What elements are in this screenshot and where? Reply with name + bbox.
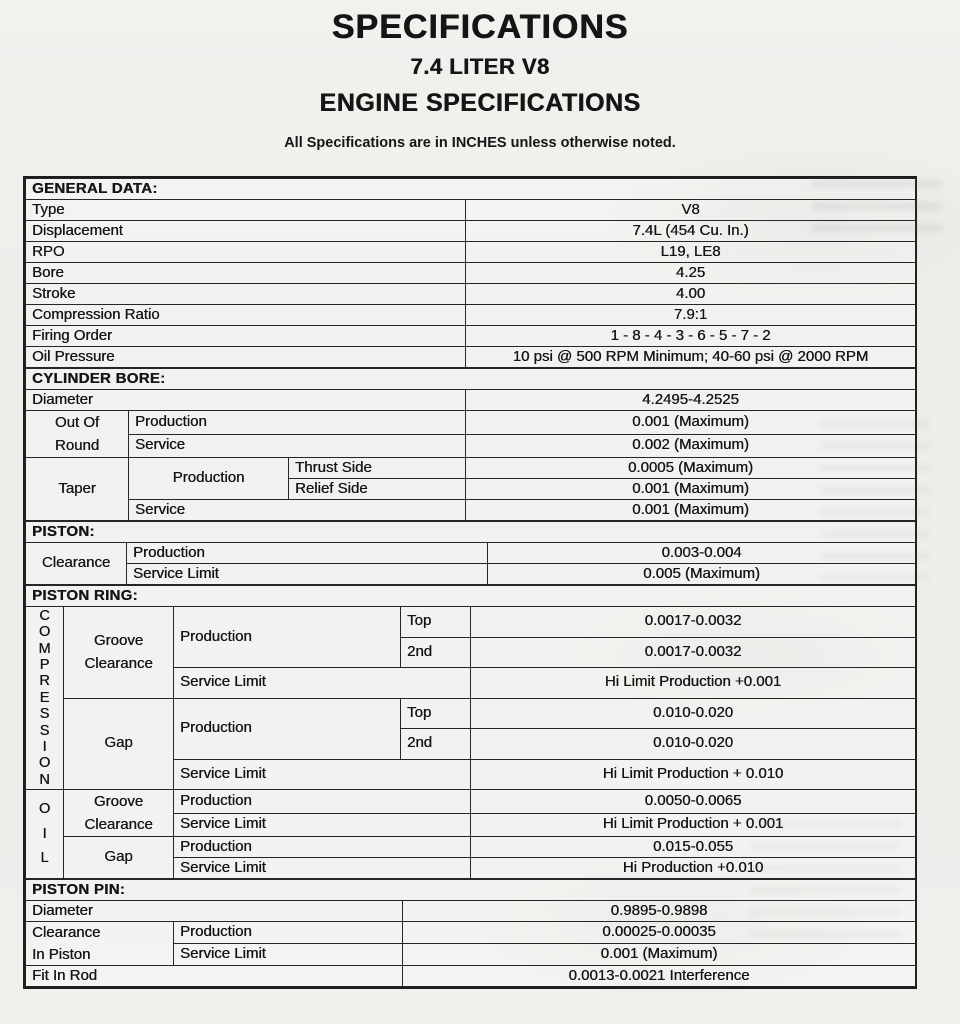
piston-pin-section	[25, 879, 916, 987]
table-row	[26, 837, 916, 858]
oor-production-value: 0.001 (Maximum)	[466, 411, 916, 435]
oil-gap-service-value: Hi Production +0.010	[471, 858, 916, 879]
section-subtitle: ENGINE SPECIFICATIONS	[319, 89, 641, 117]
comp-gap-production-label: Production	[174, 698, 401, 759]
pin-production-value: 0.00025-0.00035	[403, 922, 916, 944]
comp-gap-top-label: Top	[401, 698, 471, 729]
table-row	[26, 221, 916, 242]
table-row	[26, 922, 916, 944]
oil-pressure-label: Oil Pressure	[26, 347, 466, 368]
table-row	[26, 284, 916, 305]
bore-label: Bore	[26, 263, 466, 284]
table-row	[26, 458, 916, 479]
displacement-label: Displacement	[26, 221, 466, 242]
comp-groove-clearance-label: Groove Clearance	[64, 607, 174, 699]
type-label: Type	[26, 200, 466, 221]
comp-gap-service-value: Hi Limit Production + 0.010	[471, 759, 916, 790]
oil-pressure-value: 10 psi @ 500 RPM Minimum; 40-60 psi @ 2000 RPM	[466, 347, 916, 368]
table-row	[26, 434, 916, 458]
section-header-row	[26, 522, 916, 543]
pin-fit-value: 0.0013-0.0021 Interference	[403, 966, 916, 987]
bore-diameter-value: 4.2495-4.2525	[466, 390, 916, 411]
oil-gap-service-label: Service Limit	[174, 858, 471, 879]
pin-production-label: Production	[174, 922, 403, 944]
table-row	[26, 263, 916, 284]
displacement-value: 7.4L (454 Cu. In.)	[466, 221, 916, 242]
pin-diameter-label: Diameter	[26, 901, 403, 922]
pin-diameter-value: 0.9895-0.9898	[403, 901, 916, 922]
stroke-label: Stroke	[26, 284, 466, 305]
general-data-section	[25, 178, 916, 368]
engine-subtitle: 7.4 LITER V8	[410, 54, 550, 79]
oil-groove-clearance-label: Groove Clearance	[64, 790, 174, 837]
relief-side-value: 0.001 (Maximum)	[466, 479, 916, 500]
comp-groove-top-label: Top	[401, 607, 471, 638]
page-header	[0, 0, 960, 151]
table-row	[26, 901, 916, 922]
table-row	[26, 411, 916, 435]
table-row	[26, 326, 916, 347]
table-row	[26, 966, 916, 987]
cylinder-bore-header: CYLINDER BORE:	[26, 369, 916, 390]
out-of-round-label: Out Of Round	[26, 411, 129, 458]
relief-side-label: Relief Side	[289, 479, 466, 500]
comp-gap-2nd-label: 2nd	[401, 729, 471, 760]
taper-label: Taper	[26, 458, 129, 521]
firing-order-label: Firing Order	[26, 326, 466, 347]
taper-service-value: 0.001 (Maximum)	[466, 500, 916, 521]
section-header-row	[26, 179, 916, 200]
pin-fit-label: Fit In Rod	[26, 966, 403, 987]
table-row	[26, 790, 916, 814]
table-row	[26, 347, 916, 368]
comp-gap-top-value: 0.010-0.020	[471, 698, 916, 729]
table-row	[26, 543, 916, 564]
general-data-header: GENERAL DATA:	[26, 179, 916, 200]
piston-section	[25, 521, 916, 585]
thrust-side-value: 0.0005 (Maximum)	[466, 458, 916, 479]
bore-value: 4.25	[466, 263, 916, 284]
stroke-value: 4.00	[466, 284, 916, 305]
section-header-row	[26, 880, 916, 901]
table-row	[26, 242, 916, 263]
piston-production-label: Production	[127, 543, 488, 564]
piston-clearance-label: Clearance	[26, 543, 127, 585]
units-note: All Specifications are in INCHES unless otherwise noted.	[284, 135, 676, 151]
pin-service-value: 0.001 (Maximum)	[403, 944, 916, 966]
comp-groove-service-label: Service Limit	[174, 668, 471, 699]
taper-production-label: Production	[129, 458, 289, 500]
oor-service-value: 0.002 (Maximum)	[466, 434, 916, 458]
table-row	[26, 500, 916, 521]
bore-diameter-label: Diameter	[26, 390, 466, 411]
oor-service-label: Service	[129, 434, 466, 458]
firing-order-value: 1 - 8 - 4 - 3 - 6 - 5 - 7 - 2	[466, 326, 916, 347]
comp-gap-service-label: Service Limit	[174, 759, 471, 790]
table-row	[26, 200, 916, 221]
comp-gap-2nd-value: 0.010-0.020	[471, 729, 916, 760]
compression-ratio-label: Compression Ratio	[26, 305, 466, 326]
pin-service-label: Service Limit	[174, 944, 403, 966]
piston-pin-header: PISTON PIN:	[26, 880, 916, 901]
specifications-table	[23, 176, 917, 989]
thrust-side-label: Thrust Side	[289, 458, 466, 479]
compression-ring-label: C O M P R E S S I O N	[26, 607, 64, 790]
comp-groove-top-value: 0.0017-0.0032	[471, 607, 916, 638]
piston-ring-section	[25, 585, 916, 879]
oil-groove-production-value: 0.0050-0.0065	[471, 790, 916, 814]
oil-gap-production-label: Production	[174, 837, 471, 858]
comp-groove-service-value: Hi Limit Production +0.001	[471, 668, 916, 699]
comp-groove-2nd-label: 2nd	[401, 637, 471, 668]
cylinder-bore-section	[25, 368, 916, 521]
oil-ring-label: O I L	[26, 790, 64, 879]
table-row	[26, 390, 916, 411]
section-header-row	[26, 369, 916, 390]
table-row	[26, 607, 916, 638]
oil-groove-service-value: Hi Limit Production + 0.001	[471, 813, 916, 837]
oil-groove-production-label: Production	[174, 790, 471, 814]
page-title: SPECIFICATIONS	[331, 8, 629, 46]
piston-ring-header: PISTON RING:	[26, 586, 916, 607]
piston-production-value: 0.003-0.004	[488, 543, 916, 564]
oor-production-label: Production	[129, 411, 466, 435]
oil-groove-service-label: Service Limit	[174, 813, 471, 837]
piston-service-value: 0.005 (Maximum)	[488, 564, 916, 585]
piston-header: PISTON:	[26, 522, 916, 543]
comp-groove-production-label: Production	[174, 607, 401, 668]
comp-gap-label: Gap	[64, 698, 174, 790]
table-row	[26, 305, 916, 326]
oil-gap-production-value: 0.015-0.055	[471, 837, 916, 858]
section-header-row	[26, 586, 916, 607]
comp-groove-2nd-value: 0.0017-0.0032	[471, 637, 916, 668]
table-row	[26, 564, 916, 585]
oil-gap-label: Gap	[64, 837, 174, 879]
piston-service-label: Service Limit	[127, 564, 488, 585]
table-row	[26, 698, 916, 729]
rpo-label: RPO	[26, 242, 466, 263]
taper-service-label: Service	[129, 500, 466, 521]
compression-ratio-value: 7.9:1	[466, 305, 916, 326]
type-value: V8	[466, 200, 916, 221]
pin-clearance-label: Clearance In Piston	[26, 922, 174, 966]
rpo-value: L19, LE8	[466, 242, 916, 263]
